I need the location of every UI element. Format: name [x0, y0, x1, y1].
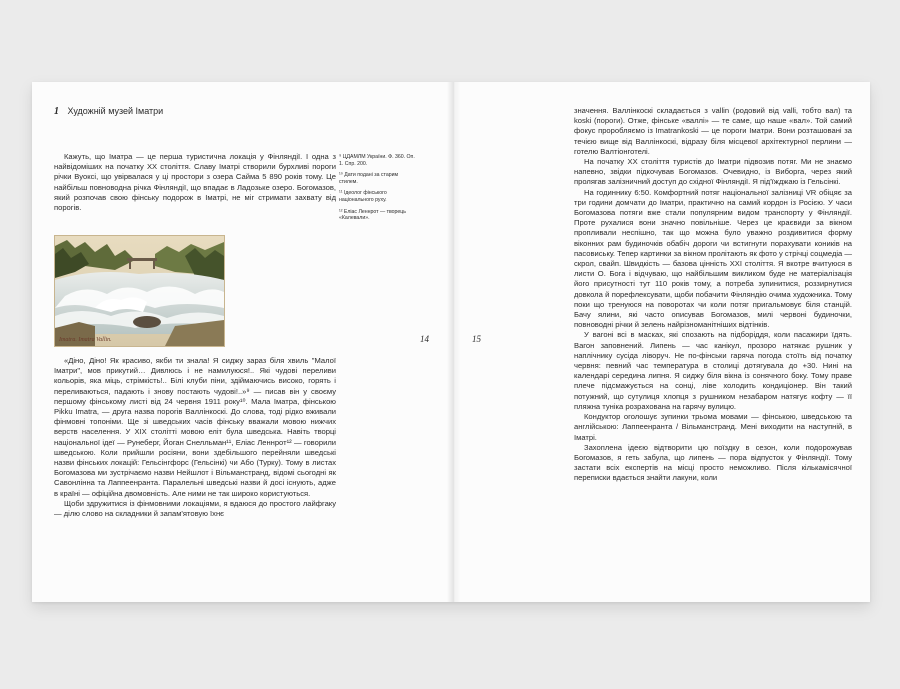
- left-page-intro: [54, 152, 336, 213]
- running-head: [54, 106, 163, 117]
- paragraph: У вагоні всі в масках, які спозають на підборіддя, коли пасажири їдять. Вагон заповнений. Липень — час канікул, прозоро натякає рушник у наплічнику сусіда ліворуч. Не по-фінськи гаряча погода стоїть від початку червня: певний час температура в столиці дотягувала до +30. Нині на календарі середина липня. Я сиджу біля вікна із сонячного боку. Тому праве плече підсмажується на сонці, ліве холодить кондиціонер. Він такий потужний, що сутулиця хлопця з рушником незабаром натягує кофту — її пляжна туніка розрахована на гарячу вулицю.: [574, 330, 852, 411]
- page-number-right: 15: [472, 334, 481, 344]
- paragraph: На годиннику 6:50. Комфортний потяг національної залізниці VR обіцяє за три години домчати до Іматри, практично на самий кордон із Росією. У часи Богомазова потяги вже стали популярним видом транспорту у Фінляндії. Проте рухалися вони значно повільніше. Через це краєвиди за вікном пропливали неспішно, так що можна було уважно роздивитися форму віконних рам будиночків обабіч дороги чи встигнути порахувати коників на пасовиську. Тепер картинки за вікном пролітають як фото у стрічці соцмедіа — скрол, свайп. Швидкість — базова цінність XXI століття. Я вкотре вчитуюся в листи О. Бога і відчуваю, що найбільшим викликом буде не матеріалізація його присутності тут 110 років тому, а потреба зупинитися, роззирнутися довкола й порефлексувати, щоби побачити Фінляндію очима художника. Тому поки що тренуюся на поворотах чи коли потяг пригальмовує біля станцій. Бачу ялини, які часто описував Богомазов, милі червоні будиночки, повноводні річки й зелень найрізноманітніших відтінків.: [574, 187, 852, 330]
- footnote: ¹⁰ Дати подані за старим стилем.: [339, 172, 399, 185]
- paragraph: значення. Валлінкоскі складається з vallin (родовий від valli, тобто вал) та koski (пороги). Отже, фінське «валлі» — те саме, що наше «вал». Той самий фокус проробляємо із Imatrankoski — це пороги Іматри. Вони розташовані за течією вище від Валлінкоскі, відразу біля місцевої архітектурної перлини — готелю Валтіонготелі.: [574, 106, 852, 156]
- paragraph: Кондуктор оголошує зупинки трьома мовами — фінською, шведською та англійською: Лаппеенранта / Вільманстранд. Мені виходити на наступній, в Іматрі.: [574, 412, 852, 442]
- paragraph: «Діно, Діно! Як красиво, якби ти знала! Я сиджу зараз біля хвиль "Малої Іматри", мов прикутий… Дивлюсь і не намилуюся!.. Які чудові переливи кольорів, яка міць, стрімкість!.. Білі клуби піни, здіймаючись високо, горять і переливаються, падають і знову постають чудові!..»⁹ — писав він у своєму першому фінському листі від 24 червня 1911 року¹⁰. Мала Іматра, фінською Pikku Imatra, — друга назва порогів Валлінкоскі. До слова, тоді рідко вживали фінмовні топоніми. Ще зі шведських часів фінську вважали мовою нижчих верств населення. У XIX столітті мовою еліт була шведська. Навіть творці національної ідеї — Рунеберг, Йоган Снелльман¹¹, Еліас Леннрот¹² — говорили шведською. Коли прийшли росіяни, вони здебільшого перейняли шведські назви фінських локацій: Гельсінгфорс (Гельсінкі) чи Або (Турку). Тому в листах Богомазова ми зустрічаємо назви Нейшлот і Вільманстранд, відомі сьогодні як Савонлінна та Лаппеенранта. Паралельні шведські назви й досі існують, адже в країні — офіційна двомовність. Але ними не так широко користуються.: [54, 356, 336, 498]
- chapter-number: 1: [54, 106, 59, 117]
- footnote: ¹¹ Ідеолог фінського національного руху.: [339, 190, 387, 203]
- paragraph: На початку ХХ століття туристів до Іматри підвозив потяг. Ми не знаємо напевно, звідки підкочував Богомазов. Очевидно, із Виборга, через який пролягав залізничний доступ до східної Фінляндії. Я під'їжджаю із Гельсінкі.: [574, 157, 852, 187]
- paragraph: Захоплена ідеєю відтворити цю поїздку в сезон, коли подорожував Богомазов, я геть забула, що липень — пора відпусток у Фінляндії. Тому застати всіх експертів на місці просто неможливо. Після кількамісячної переписки вдається знайти лакуни, коли: [574, 442, 852, 483]
- footnotes: [339, 154, 417, 227]
- footnote: ¹² Еліас Леннрот — творець «Калевали».: [339, 208, 406, 222]
- footnote: ⁹ ЦДАМЛМ України. Ф. 360. Оп. 1. Спр. 200.: [339, 154, 415, 167]
- book-spread: [32, 82, 870, 602]
- chapter-title: Художній музей Іматри: [67, 106, 164, 116]
- postcard-image: [54, 235, 225, 347]
- page-number-left: 14: [420, 334, 429, 344]
- paragraph: Кажуть, що Іматра — це перша туристична локація у Фінляндії. І одна з найвідоміших на початку ХХ століття. Славу Іматрі створили бурхливі пороги річки Вуоксі, що увірвалася у ці простори з озера Сайма 5 890 років тому. Це найбільш повноводна річка Фінляндії, що впадає в Ладозьке озеро. Богомазов, який розпочав свою фінську подорож в Іматрі, не міг стримати захвату від порогів.: [54, 152, 336, 213]
- rapids-illustration: [55, 236, 224, 346]
- paragraph: Щоби здружитися із фінмовними локаціями, я вдаюся до простого лайфгаку — ділю слово на складники й запам'ятовую їхнє: [54, 498, 336, 519]
- left-page-main-text: [54, 356, 336, 519]
- book-gutter: [447, 82, 461, 602]
- postcard-caption: Imatra. Imatra Vallin.: [59, 337, 112, 343]
- right-page-text: [574, 106, 852, 484]
